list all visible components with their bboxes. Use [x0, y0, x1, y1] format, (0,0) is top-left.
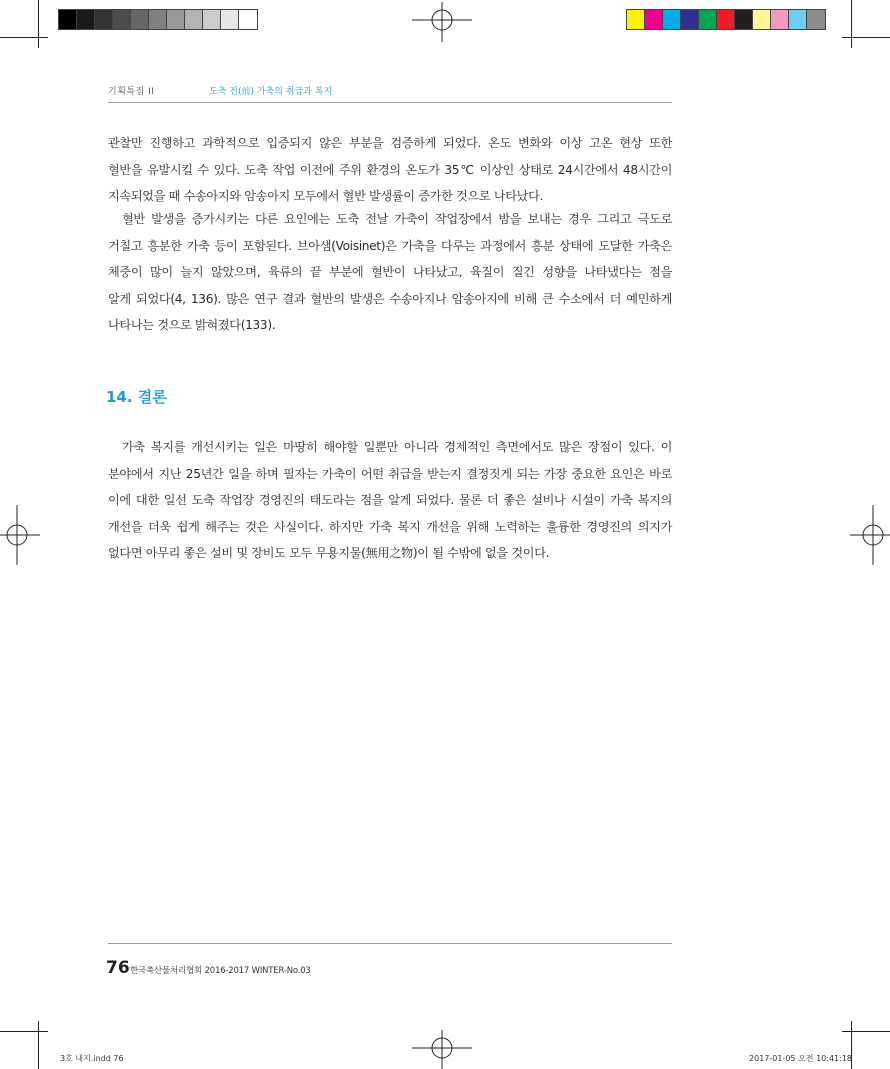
- gray-swatch: [131, 10, 149, 29]
- slug-file-name: 3호 내지.indd 76: [60, 1054, 124, 1063]
- header-section-label: 기획특집 II: [108, 87, 155, 97]
- color-swatch: [735, 10, 753, 29]
- crop-mark-tl-v: [38, 0, 39, 48]
- crop-mark-bl-v: [38, 1021, 39, 1069]
- crop-mark-tr-h: [842, 37, 890, 38]
- gray-swatch: [95, 10, 113, 29]
- text-line: 지속되었을 때 수송아지와 암송아지 모두에서 혈반 발생률이 증가한 것으로 나타났다.: [108, 189, 544, 203]
- crop-mark-br-h: [842, 1031, 890, 1032]
- paragraph-3: [108, 434, 672, 567]
- text-line: 알게 되었다(4, 136). 많은 연구 결과 혈반의 발생은 수송아지나 암송아지에 비해 큰 수소에서 더 예민하게: [108, 291, 672, 306]
- slug-datetime: 2017-01-05 오전 10:41:18: [749, 1054, 852, 1063]
- color-swatch: [807, 10, 825, 29]
- header-rule: [108, 102, 672, 103]
- grayscale-color-bar: [58, 9, 258, 30]
- text-line: 가축 복지를 개선시키는 일은 마땅히 해야할 일뿐만 아니라 경제적인 측면에서도 많은 장점이 있다. 이: [122, 440, 672, 454]
- gray-swatch: [149, 10, 167, 29]
- color-swatch: [627, 10, 645, 29]
- text-line: 없다면 아무리 좋은 설비 및 장비도 모두 무용지물(無用之物)이 될 수밖에 없을 것이다.: [108, 546, 550, 560]
- text-line: 분야에서 지난 25년간 일을 하며 필자는 가축이 어떤 취급을 받는지 결정짓게 되는 가장 중요한 요인은 바로: [108, 466, 672, 481]
- gray-swatch: [239, 10, 257, 29]
- footer-rule: [108, 943, 672, 944]
- color-swatch: [681, 10, 699, 29]
- color-swatch: [699, 10, 717, 29]
- color-swatch: [663, 10, 681, 29]
- gray-swatch: [59, 10, 77, 29]
- color-swatch: [717, 10, 735, 29]
- crop-mark-tr-v: [851, 0, 852, 48]
- text-line: 나타나는 것으로 밝혀졌다(133).: [108, 318, 276, 332]
- gray-swatch: [185, 10, 203, 29]
- text-line: 혈반을 유발시킬 수 있다. 도축 작업 이전에 주위 환경의 온도가 35℃ 이상인 상태로 24시간에서 48시간이: [108, 162, 672, 177]
- header-topic-title: 도축 전(前) 가축의 취급과 복지: [209, 87, 333, 97]
- text-line: 체중이 많이 늘지 않았으며, 육류의 끝 부분에 혈반이 나타났고, 육질이 질긴 성향을 나타냈다는 점을: [108, 265, 672, 279]
- color-swatch: [771, 10, 789, 29]
- gray-swatch: [203, 10, 221, 29]
- paragraph-1: [108, 130, 672, 210]
- gray-swatch: [77, 10, 95, 29]
- crop-mark-tl-h: [0, 37, 48, 38]
- text-line: 관찰만 진행하고 과학적으로 입증되지 않은 부분을 검증하게 되었다. 온도 변화와 이상 고온 현상 또한: [108, 136, 672, 150]
- gray-swatch: [113, 10, 131, 29]
- process-color-bar: [626, 9, 826, 30]
- gray-swatch: [221, 10, 239, 29]
- paragraph-2: [108, 206, 672, 339]
- section-heading: 14. 결론: [106, 388, 167, 406]
- color-swatch: [645, 10, 663, 29]
- page-number: 76: [106, 958, 130, 978]
- text-line: 개선을 더욱 쉽게 해주는 것은 사실이다. 하지만 가축 복지 개선을 위해 노력하는 훌륭한 경영진의 의지가: [108, 519, 672, 534]
- registration-mark-top: [412, 2, 472, 42]
- registration-mark-left: [0, 505, 40, 565]
- text-line: 혈반 발생을 증가시키는 다른 요인에는 도축 전날 가축이 작업장에서 밤을 보내는 경우 그리고 극도로: [122, 212, 672, 226]
- registration-mark-bottom: [412, 1030, 472, 1069]
- crop-mark-bl-h: [0, 1031, 48, 1032]
- color-swatch: [789, 10, 807, 29]
- gray-swatch: [167, 10, 185, 29]
- registration-mark-right: [850, 505, 890, 565]
- text-line: 이에 대한 일선 도축 작업장 경영진의 태도라는 점을 알게 되었다. 물론 더 좋은 설비나 시설이 가축 복지의: [108, 493, 672, 507]
- color-swatch: [753, 10, 771, 29]
- text-line: 거칠고 흥분한 가축 등이 포함된다. 브아샘(Voisinet)은 가축을 다루는 과정에서 흥분 상태에 도달한 가축은: [108, 238, 672, 253]
- footer-publication: 한국축산물처리협회 2016-2017 WINTER-No.03: [130, 966, 311, 976]
